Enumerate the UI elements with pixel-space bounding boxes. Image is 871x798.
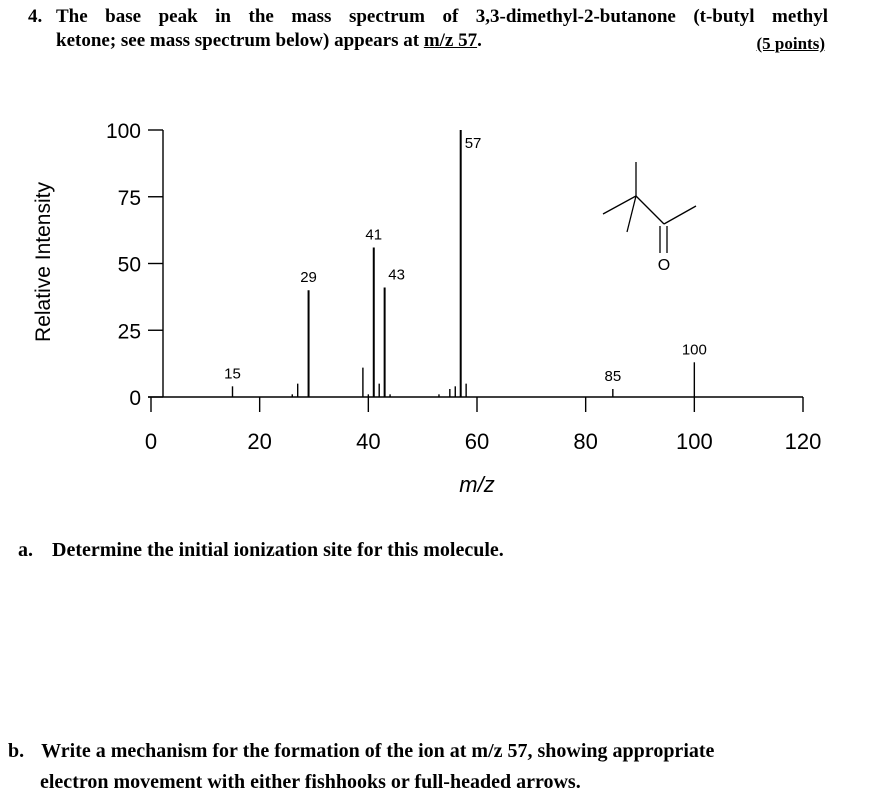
bond [627,196,636,232]
points-label: (5 points) [756,34,825,53]
bond [636,196,664,224]
peak-label-57: 57 [464,135,482,152]
x-tick-label: 0 [144,429,158,454]
part-a [18,539,504,562]
y-tick-label: 100 [105,120,141,143]
x-tick-label: 80 [573,429,598,454]
peak-label-41: 41 [365,226,383,244]
y-tick-label: 25 [117,320,141,344]
question-line-1: The base peak in the mass spectrum of 3,3-dimethyl-2-butanone (t-butyl methyl [56,6,828,27]
part-b-label: b. [8,740,25,762]
x-tick-label: 60 [464,429,490,454]
part-b-line-1: Write a mechanism for the formation of the ion at m/z 57, showing appropriate [41,740,715,762]
part-a-label: a. [18,539,33,561]
peak-label-43: 43 [388,266,405,284]
peak-label-100: 100 [681,341,707,359]
y-tick-label: 50 [117,253,141,277]
question-line-2-prefix: ketone; see mass spectrum below) appears at [56,30,424,51]
question-number: 4. [28,6,43,27]
oxygen-atom-label: O [657,257,671,274]
y-tick-label: 75 [117,186,141,210]
x-tick-label: 100 [675,429,713,454]
part-b-line-2: electron movement with either fishhooks or full-headed arrows. [40,771,581,793]
spectrum-peaks [233,130,695,397]
y-tick-label: 0 [129,387,141,410]
x-axis-label: m/z [459,472,495,497]
x-tick-label: 120 [784,429,822,454]
x-tick-label: 20 [247,429,272,454]
y-axis-label: Relative Intensity [32,182,55,342]
part-b [8,740,714,763]
peak-labels [224,135,707,385]
bond [603,196,636,214]
part-a-text: Determine the initial ionization site for this molecule. [52,539,504,561]
bond [664,206,696,224]
peak-label-29: 29 [300,269,317,287]
peak-label-15: 15 [224,365,241,383]
question-answer: m/z 57 [423,30,478,51]
question-line-2-suffix: . [477,30,482,51]
peak-label-85: 85 [604,367,622,385]
x-axis [145,397,821,454]
y-axis [106,120,163,410]
x-tick-label: 40 [356,429,381,454]
molecule-structure [603,162,696,253]
